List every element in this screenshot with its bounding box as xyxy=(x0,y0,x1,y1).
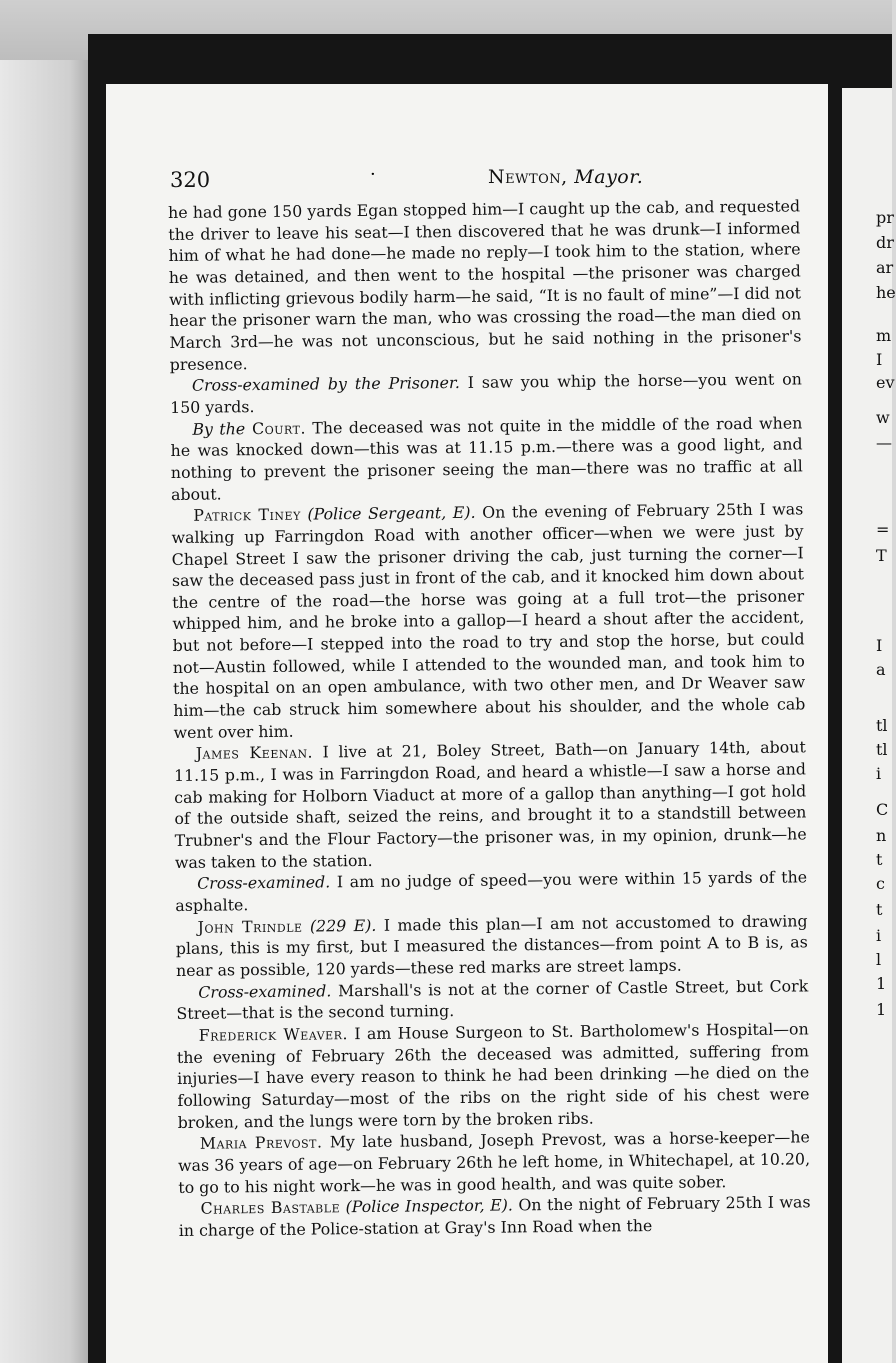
paragraph-text: My late husband, Joseph Prevost, was a horse-keeper—he was 36 years of age—on February 26th he left home, in Whitechapel, at 10.20, to go to his night work—he was in good health, and was quite sober. xyxy=(177,1127,811,1197)
paragraph xyxy=(175,910,808,982)
paragraph xyxy=(174,737,807,874)
neighbor-fragment: 1 xyxy=(876,974,887,993)
neighbor-fragment: n xyxy=(876,826,887,845)
paragraph-text: On the night of February 25th I was in charge of the Police-station at Gray's Inn Road when the xyxy=(178,1192,811,1240)
witness-role: (229 E). xyxy=(302,915,377,936)
neighbor-fragment: i xyxy=(876,764,882,783)
neighbor-fragment: ar xyxy=(876,258,894,277)
paragraph-text: I made this plan—I am not accustomed to drawing plans, this is my first, but I measured the distances—from point A to B is, as near as possible, 120 yards—these red marks are street lamps. xyxy=(175,910,808,980)
paragraph xyxy=(176,975,808,1025)
paragraph-lead: Cross-examined by the Prisoner. xyxy=(191,373,460,396)
neighbor-fragment: pr xyxy=(876,208,894,227)
neighbor-fragment: = xyxy=(876,520,890,539)
neighbor-fragment: t xyxy=(876,850,883,869)
neighbor-fragment: 1 xyxy=(876,1000,887,1019)
paragraph xyxy=(170,412,803,505)
paragraph xyxy=(168,195,802,375)
paragraph xyxy=(178,1127,811,1199)
paragraph xyxy=(178,1192,810,1242)
paragraph xyxy=(177,1018,810,1133)
paragraph-lead: Cross-examined. xyxy=(198,980,332,1002)
page-body xyxy=(168,195,811,1241)
witness-name: Frederick Weaver. xyxy=(198,1024,349,1045)
paragraph-text: Marshall's is not at the corner of Castle Street, but Cork Street—that is the second turning. xyxy=(176,975,809,1024)
neighbor-fragment: C xyxy=(876,800,889,819)
neighbor-fragment: tl xyxy=(876,740,888,759)
neighbor-fragment: m xyxy=(876,326,892,345)
page-number: 320 xyxy=(170,168,211,192)
paragraph-lead: Cross-examined. xyxy=(197,872,331,894)
left-margin xyxy=(0,0,100,1363)
paragraph-text: I live at 21, Boley Street, Bath—on January 14th, about 11.15 p.m., I was in Farringdon Road, and heard a whistle—I saw a horse and cab making for Holborn Viaduct at more of a gallop than anything—I got hold of the outside shaft, seized the reins, and brought it to a standstill between Trubner's and the Flour Factory—the prisoner was, in my opinion, drunk—he was taken to the station. xyxy=(173,737,807,872)
paragraph-lead-smallcaps: Court. xyxy=(245,418,307,438)
paragraph-text: On the evening of February 25th I was walking up Farringdon Road with another officer—when we were just by Chapel Street I saw the prisoner driving the cab, just turning the corner—I saw the deceased pass just in front of the cab, and it knocked him down about the centre of the road—the horse was going at a full trot—the prisoner whipped him, and he broke into a gallop—I heard a shout after the accident, but not before—I stepped into the road to try and stop the horse, but could not—Austin followed, while I attended to the wounded man, and took him to the hospital on an open ambulance, with two other men, and Dr Weaver saw him—the cab struck him somewhere about his shoulder, and the whole cab went over him. xyxy=(171,499,806,742)
witness-name: Patrick Tiney xyxy=(193,504,301,525)
neighbor-fragment: — xyxy=(876,433,892,452)
paragraph-text: he had gone 150 yards Egan stopped him—I caught up the cab, and requested the driver to leave his seat—I then discovered that he was drunk—I informed him of what he had done—he made no reply—I took him to the station, where he was detained, and then went to the hospital —the prisoner was charged with inflicting grievous bodily harm—he said, “It is no fault of mine”—I did not hear the prisoner warn the man, who was crossing the road—the man died on March 3rd—he was not unconscious, but he said nothing in the prisoner's presence. xyxy=(168,196,802,374)
header-separator: · xyxy=(370,164,376,185)
witness-name: James Keenan. xyxy=(195,742,314,764)
witness-name: John Trindle xyxy=(197,916,303,937)
paragraph xyxy=(175,867,807,917)
neighbor-fragment: t xyxy=(876,900,883,919)
neighbor-fragment: c xyxy=(876,874,885,893)
paragraph xyxy=(171,499,805,744)
paragraph-text: I saw you whip the horse—you went on 150 yards. xyxy=(170,369,802,417)
neighbor-fragment: I xyxy=(876,636,883,655)
witness-role: (Police Sergeant, E). xyxy=(300,502,476,524)
neighbor-fragment: tl xyxy=(876,716,888,735)
witness-name: Charles Bastable xyxy=(200,1197,341,1218)
running-header xyxy=(170,162,750,192)
neighbor-fragment: l xyxy=(876,950,882,969)
neighbor-fragment: ev xyxy=(876,373,895,392)
neighbor-fragment: dr xyxy=(876,233,894,252)
witness-name: Maria Prevost. xyxy=(199,1132,323,1153)
neighbor-fragment: w xyxy=(876,408,890,427)
paragraph-lead-italic: By the xyxy=(192,418,246,439)
paragraph-text: The deceased was not quite in the middle of the road when he was knocked down—this was at 11.15 p.m.—there was a good light, and nothing to prevent the prisoner seeing the man—there was no traffic at all about. xyxy=(170,412,803,504)
paragraph xyxy=(170,369,802,419)
paragraph-text: I am no judge of speed—you were within 15 yards of the asphalte. xyxy=(175,867,808,915)
running-office: Mayor. xyxy=(574,166,644,188)
running-title xyxy=(488,166,643,188)
neighbor-fragment: i xyxy=(876,926,882,945)
neighbor-fragment: T xyxy=(876,546,887,565)
neighbor-fragment: he xyxy=(876,283,896,302)
neighbor-fragment: a xyxy=(876,660,886,679)
book-page xyxy=(106,84,828,1363)
running-name: Newton, xyxy=(488,166,568,188)
witness-role: (Police Inspector, E). xyxy=(339,1195,513,1217)
neighbor-fragment: I xyxy=(876,350,883,369)
neighbor-page-edge xyxy=(842,88,896,1363)
paragraph-text: I am House Surgeon to St. Bartholomew's Hospital—on the evening of February 26th the deceased was admitted, suffering from injuries—I have every reason to think he had been drinking —he died on the following Saturday—most of the ribs on the right side of his chest were broken, and the lungs were torn by the broken ribs. xyxy=(176,1019,810,1132)
